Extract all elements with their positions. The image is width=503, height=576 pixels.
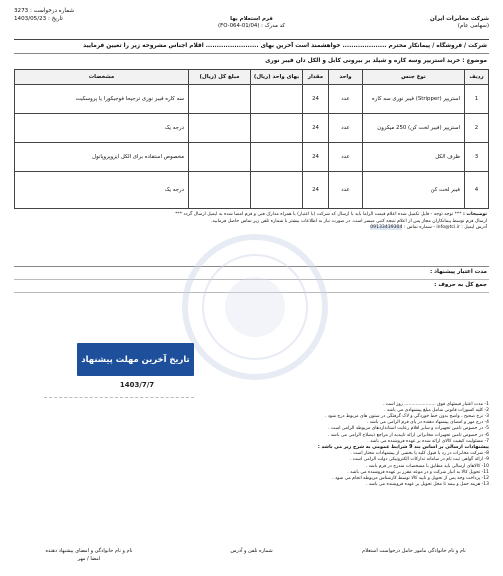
total-words-row: جمع کل به حروف :: [14, 280, 489, 293]
col-qty: مقدار: [303, 70, 329, 85]
addressee-line: شرکت / فروشگاه / پیمانکار محترم .................... خواهشمند است آخرین بهای ........................ اقلام اجناس مشروحه زیر را تعیین فرمایید: [14, 40, 489, 54]
company-type: (سهامی عام): [457, 22, 489, 29]
item-name: استریپر (Stripper) فیبر نوری سه کاره: [363, 85, 465, 114]
watermark-stamp: [175, 232, 335, 382]
condition-item: 13- هزینه حمل و بیمه تا محل تحویل بر عهده فروشنده می باشد .: [365, 481, 489, 487]
row-number: 1: [465, 85, 489, 114]
table-header-row: [15, 70, 489, 85]
col-unit: واحد: [329, 70, 363, 85]
contact-phone[interactable]: 09133439304: [370, 225, 403, 231]
item-qty: 24: [303, 85, 329, 114]
signature-courier: نام و نام خانوادگی مامور حامل درخواست استعلام: [362, 548, 466, 554]
total-price-cell[interactable]: [189, 85, 251, 114]
company-block: [329, 6, 489, 30]
unit-price-cell[interactable]: [251, 85, 303, 114]
company-name: شرکت مخابرات ایران: [430, 16, 489, 22]
condition-item: 11- تحویل کالا به انبار شرکت و در موعد مقرر بر عهده فروشنده می باشد .: [347, 469, 489, 475]
unit-price-cell[interactable]: [251, 114, 303, 143]
request-info: [14, 8, 174, 24]
condition-item: 9- ارائه گواهی ثبت نام در سامانه تدارکات الکترونیکی دولت الزامی است .: [349, 457, 489, 463]
notes-line-2: ارسال فرم توسط پیمانکاران مجاز پس از اعلام نتیجه کتبی میسر است. در صورت نیاز به اطلاعات بیشتر با شماره تلفن زیر تماس حاصل فرمایید.: [211, 218, 487, 224]
item-name: ظرف الکل: [363, 143, 465, 172]
notes-line-3: آدرس ایمیل : info@tci.ir - شماره تماس :: [403, 225, 487, 231]
request-number: 3273: [14, 8, 29, 14]
table-row: [15, 85, 489, 114]
request-date: 1403/05/23: [14, 15, 47, 22]
validity-row: مدت اعتبار پیشنهاد :: [14, 267, 489, 280]
table-row: [15, 114, 489, 143]
item-qty: 24: [303, 114, 329, 143]
deadline-banner: تاریخ آخرین مهلت پیشنهاد: [77, 343, 194, 376]
request-date-label: تاریخ :: [48, 15, 63, 22]
row-number: 4: [465, 172, 489, 209]
item-spec: سه کاره فیبر نوری ترجیحا فوجیکورا یا پروسکیت: [15, 85, 189, 114]
item-qty: 24: [303, 143, 329, 172]
form-code: کد مدرک : (FO-064-01/04): [218, 22, 285, 29]
signature-bidder: [14, 548, 164, 563]
table-row: [15, 143, 489, 172]
conditions-subtitle: پیشنهادات ارسالی بر اساس بند 9 شرایط عمومی به شرح زیر می باشد :: [317, 444, 489, 450]
signature-contact: شماره تلفن و آدرس: [230, 548, 273, 554]
table-row: [15, 172, 489, 209]
item-spec: درجه یک: [15, 114, 189, 143]
row-number: 3: [465, 143, 489, 172]
items-table: [14, 69, 489, 209]
item-unit: عدد: [329, 172, 363, 209]
deadline-date: 1403/7/7: [119, 381, 155, 389]
notes-line-1: *** توجه توجه - فایل تکمیل شده اعلام قیمت الزاما باید با ارسال کد شرکت (با اعتبار) با همراه مدارک فنی و فرم امضا شده به ایمیل ارسال گردد ***: [175, 212, 462, 218]
form-header: [14, 6, 489, 40]
condition-item: 12- پرداخت وجه پس از تحویل و تایید کالا توسط کارشناس مربوطه انجام می شود .: [332, 475, 489, 481]
signature-bidder-name: نام و نام خانوادگی و امضای پیشنهاد دهنده: [45, 548, 133, 554]
item-spec: مخصوص استفاده برای الکل ایزوپروپانول: [15, 143, 189, 172]
item-name: فیبر لخت کن: [363, 172, 465, 209]
condition-item: 4- درج مهر و امضای پیشنهاد دهنده در پای فرم الزامی می باشد .: [366, 420, 489, 426]
row-number: 2: [465, 114, 489, 143]
item-qty: 24: [303, 172, 329, 209]
request-number-row: [14, 8, 174, 15]
signature-footer: [14, 548, 489, 563]
condition-item: 10- کالاهای ارسالی باید مطابق با مشخصات مندرج در فرم باشد .: [365, 463, 489, 469]
item-name: استریپر (فیبر لخت کن) 250 میکرون: [363, 114, 465, 143]
conditions-block: [14, 402, 489, 488]
item-unit: عدد: [329, 114, 363, 143]
notes-title: توضیحات :: [462, 212, 487, 218]
request-date-row: [14, 16, 174, 23]
col-spec: مشخصات: [15, 70, 189, 85]
col-unit-price: بهای واحد (ریال): [251, 70, 303, 85]
item-spec: درجه یک: [15, 172, 189, 209]
unit-price-cell[interactable]: [251, 143, 303, 172]
col-row: ردیف: [465, 70, 489, 85]
condition-item: 6- در خصوص تامین تجهیزات مخابراتی ارائه تاییدیه از مراجع ذیصلاح الزامی می باشد .: [327, 432, 489, 438]
request-number-label: شماره درخواست :: [30, 8, 75, 14]
notes-contact: [16, 225, 487, 231]
form-title-block: [218, 16, 285, 30]
item-unit: عدد: [329, 143, 363, 172]
form-title: فرم استعلام بها: [230, 16, 273, 22]
unit-price-cell[interactable]: [251, 172, 303, 209]
condition-item: 1- مدت اعتبار قیمتهای فوق ...................... روز است .: [382, 402, 489, 407]
condition-item: 2- کلیه کسورات قانونی شامل مبلغ پیشنهادی می باشد .: [384, 408, 489, 414]
total-price-cell[interactable]: [189, 143, 251, 172]
col-item: نوع جنس: [363, 70, 465, 85]
condition-item: 3- نرخ صحیح ، واضح بدون خط خوردگی و لاک گرفتگی در ستون های مربوط درج شود .: [325, 414, 489, 420]
condition-item: 5- در خصوص تامین تجهیزات و سایر اقلام رعایت استانداردهای مربوطه الزامی است .: [328, 426, 489, 432]
total-price-cell[interactable]: [189, 172, 251, 209]
item-unit: عدد: [329, 85, 363, 114]
subject-line: موضوع : خرید استریپر وسه کاره و شیلد بر بیرونی کابل و الکل دان فیبر نوری: [265, 58, 487, 65]
col-total-price: مبلغ کل (ریال): [189, 70, 251, 85]
signature-bidder-stamp: امضا / مهر: [77, 555, 101, 562]
total-price-cell[interactable]: [189, 114, 251, 143]
condition-item: 8- شرکت مخابرات در رد یا قبول کلیه یا بخشی از پیشنهادات مختار است .: [350, 451, 489, 457]
condition-item: 7- مسئولیت کیفیت کالای ارائه شده بر عهده فروشنده می باشد .: [367, 438, 489, 444]
